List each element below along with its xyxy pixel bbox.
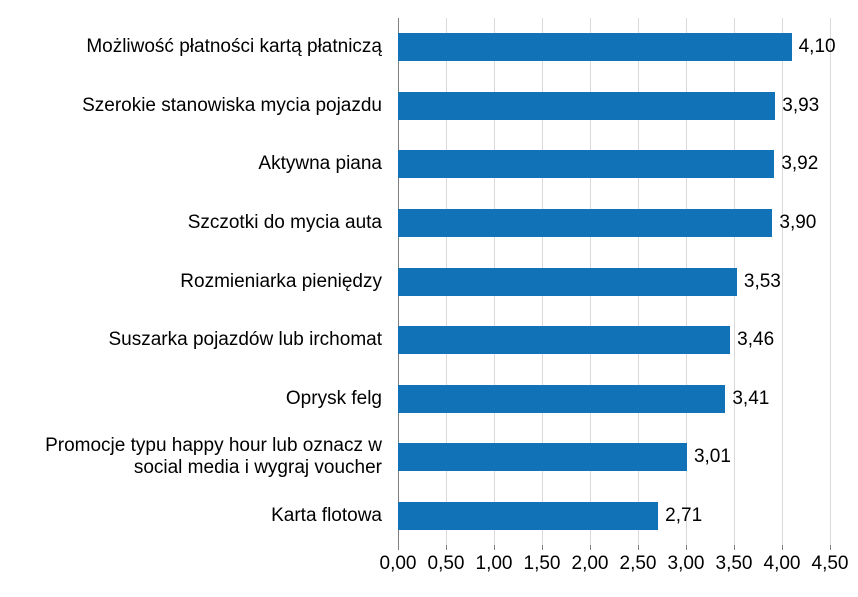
bar-value-label: 3,92 [781,153,819,175]
axis-tick-mark [638,545,639,550]
axis-tick-mark [686,545,687,550]
axis-tick-label: 4,50 [811,553,849,574]
gridline [830,18,831,545]
bar[interactable] [398,150,819,178]
value-axis [379,545,849,581]
category-label-line: Karta flotowa [271,504,382,526]
bar[interactable] [398,268,781,296]
bar-row [398,135,830,194]
axis-tick-mark [494,545,495,550]
axis-tick-label: 3,50 [715,553,753,574]
axis-tick-mark [446,545,447,550]
category-label-line: social media i wygraj voucher [133,457,382,479]
bar-value-label: 4,10 [798,36,836,58]
category-label [0,18,390,77]
axis-tick-label: 1,50 [523,553,561,574]
bar[interactable] [398,502,703,530]
category-label-line: Szczotki do mycia auta [187,212,382,234]
axis-tick-mark [590,545,591,550]
category-axis-labels [0,18,390,545]
bar[interactable] [398,385,770,413]
bar-value-label: 2,71 [665,504,703,526]
bar-value-label: 3,93 [782,94,820,116]
category-label-line: Możliwość płatności kartą płatniczą [86,36,382,58]
axis-tick-mark [734,545,735,550]
category-label [0,311,390,370]
category-label-line: Suszarka pojazdów lub irchomat [108,329,382,351]
axis-tick-label: 0,50 [427,553,465,574]
bar-value-label: 3,90 [779,211,817,233]
bar-value-label: 3,41 [732,387,770,409]
axis-tick-label: 4,00 [763,553,801,574]
bar[interactable] [398,33,836,61]
axis-tick-mark [398,545,399,550]
bar-row [398,369,830,428]
category-label [0,428,390,487]
bar-row [398,311,830,370]
category-label [0,369,390,428]
axis-tick-label: 2,00 [571,553,609,574]
bar-row [398,18,836,77]
category-label-line: Aktywna piana [258,153,382,175]
bar[interactable] [398,209,817,237]
bar-value-label: 3,46 [737,329,775,351]
axis-tick-label: 1,00 [475,553,513,574]
axis-tick-mark [542,545,543,550]
bar[interactable] [398,326,775,354]
bar-row [398,487,830,546]
category-label [0,77,390,136]
bar-row [398,252,830,311]
axis-tick-label: 3,00 [667,553,705,574]
bar-row [398,77,830,136]
category-label [0,194,390,253]
category-label [0,135,390,194]
category-label-line: Rozmieniarka pieniędzy [180,270,382,292]
plot-area [398,18,836,545]
axis-tick-label: 2,50 [619,553,657,574]
bar-row [398,428,830,487]
bar-series [398,18,836,545]
axis-tick-mark [782,545,783,550]
category-label-line: Szerokie stanowiska mycia pojazdu [82,94,382,116]
category-label [0,487,390,546]
bar-value-label: 3,53 [743,270,781,292]
axis-tick-label: 0,00 [379,553,417,574]
category-label-line: Promocje typu happy hour lub oznacz w [45,435,382,457]
bar[interactable] [398,92,820,120]
category-label [0,252,390,311]
category-label-line: Oprysk felg [285,387,382,409]
bar[interactable] [398,443,731,471]
bar-value-label: 3,01 [693,446,731,468]
axis-tick-mark [830,545,831,550]
bar-row [398,194,830,253]
